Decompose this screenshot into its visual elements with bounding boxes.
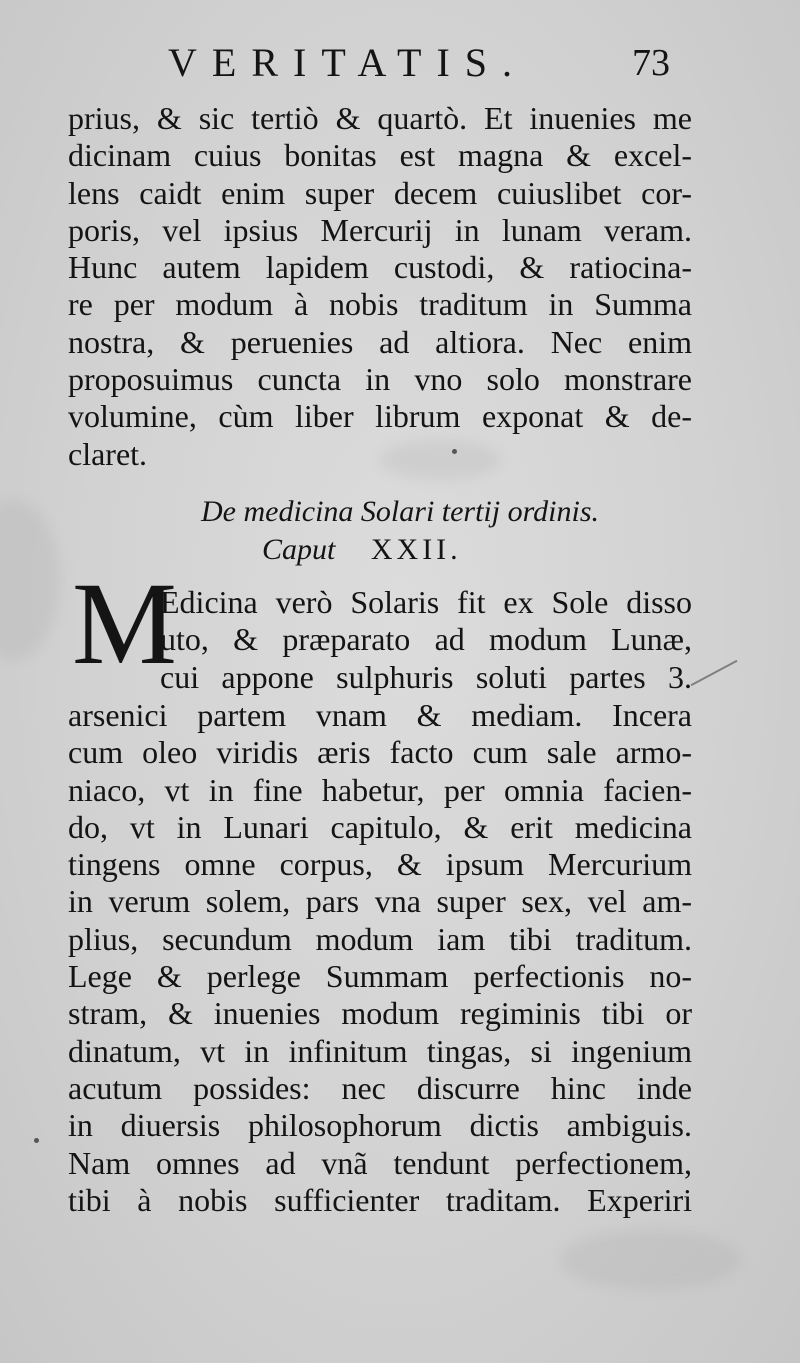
text-line: dinatum, vt in infinitum tingas, si ingenium xyxy=(68,1032,692,1069)
text-line: do, vt in Lunari capitulo, & erit medicina xyxy=(68,808,692,845)
text-line: Lege & perlege Summam perfectionis no- xyxy=(68,958,692,995)
text-line: niaco, vt in fine habetur, per omnia facien- xyxy=(68,771,692,808)
text-line: poris, vel ipsius Mercurij in lunam veram. xyxy=(68,211,692,248)
paper-stain xyxy=(560,1230,740,1290)
drop-cap-indented-lines xyxy=(160,584,692,696)
text-line: arsenici partem vnam & mediam. Incera xyxy=(68,697,692,733)
text-line: acutum possides: nec discurre hinc inde xyxy=(68,1069,692,1106)
drop-cap: M xyxy=(72,558,177,689)
text-line: lens caidt enim super decem cuiuslibet cor- xyxy=(68,174,692,211)
caput-number: XXII. xyxy=(370,533,462,566)
text-line: in diuersis philosophorum dictis ambiguis. xyxy=(68,1107,692,1144)
chapter-number-line xyxy=(262,530,462,570)
text-line: in verum solem, pars vna super sex, vel am- xyxy=(68,883,692,920)
margin-scratch xyxy=(691,660,738,686)
text-line: proposuimus cuncta in vno solo monstrare xyxy=(68,361,692,398)
text-line: cui appone sulphuris soluti partes 3. xyxy=(160,658,692,695)
running-title: VERITATIS. xyxy=(168,40,528,85)
text-line: dicinam cuius bonitas est magna & excel- xyxy=(68,137,692,174)
text-line: Edicina verò Solaris fit ex Sole disso xyxy=(160,584,692,620)
chapter-body xyxy=(68,697,692,1219)
page-header xyxy=(0,38,800,88)
text-line: nostra, & peruenies ad altiora. Nec enim xyxy=(68,323,692,360)
text-line: volumine, cùm liber librum exponat & de- xyxy=(68,398,692,435)
text-line: tingens omne corpus, & ipsum Mercurium xyxy=(68,846,692,883)
text-line: prius, & sic tertiò & quartò. Et inuenies me xyxy=(68,100,692,136)
text-line: stram, & inuenies modum regiminis tibi or xyxy=(68,995,692,1032)
text-line: tibi à nobis sufficienter traditam. Experiri xyxy=(68,1181,692,1218)
text-line: Hunc autem lapidem custodi, & ratiocina- xyxy=(68,249,692,286)
text-line: plius, secundum modum iam tibi traditum. xyxy=(68,920,692,957)
page-number: 73 xyxy=(632,42,670,84)
chapter-heading: De medicina Solari tertij ordinis. xyxy=(200,495,600,528)
text-line: cum oleo viridis æris facto cum sale armo- xyxy=(68,734,692,771)
ink-speck xyxy=(34,1138,39,1143)
text-line: Nam omnes ad vnã tendunt perfectionem, xyxy=(68,1144,692,1181)
paragraph-continuation xyxy=(68,100,692,473)
text-line: re per modum à nobis traditum in Summa xyxy=(68,286,692,323)
text-line: uto, & præparato ad modum Lunæ, xyxy=(160,621,692,658)
text-line: claret. xyxy=(68,435,148,472)
caput-label: Caput xyxy=(262,533,336,566)
